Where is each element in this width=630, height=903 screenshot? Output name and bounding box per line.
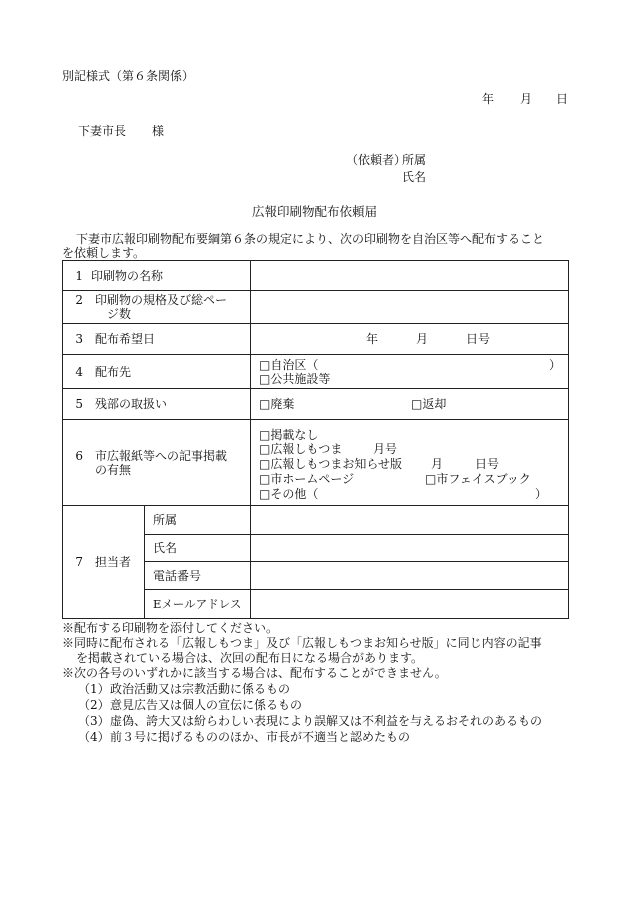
row-number: 3 <box>75 332 83 346</box>
restriction-text: 政治活動又は宗教活動に係るもの <box>110 682 291 696</box>
addressee: 下妻市長 <box>78 124 127 138</box>
checkbox-no-listing[interactable]: □掲載なし <box>259 427 319 442</box>
contact-name-label: 氏名 <box>145 535 251 562</box>
requester-prefix: （依頼者） <box>346 153 407 167</box>
row-label: 配布先 <box>95 364 132 379</box>
restriction-number: （3） <box>78 714 110 728</box>
row-desired-date <box>63 324 569 355</box>
oshirase-month-label: 月 <box>431 456 444 471</box>
row-label: 担当者 <box>95 555 132 569</box>
addressee-honorific: 様 <box>152 124 165 138</box>
note-attach: ※配布する印刷物を添付してください。 <box>62 621 279 635</box>
row-label-line-1: 印刷物の規格及び総ペー <box>95 293 228 307</box>
koho-issue-label: 月号 <box>373 441 398 456</box>
checkbox-other[interactable]: □その他（ <box>259 486 319 501</box>
desired-date-field[interactable] <box>251 324 569 355</box>
remainder-options <box>251 389 569 420</box>
restriction-text: 意見広告又は個人の宣伝に係るもの <box>110 698 303 712</box>
request-form-table <box>62 260 569 619</box>
checkbox-koho-oshirase[interactable]: □広報しもつまお知らせ版 <box>259 456 402 471</box>
note-duplicate-line-2: を掲載されている場合は、次回の配布日になる場合があります。 <box>76 651 424 665</box>
form-reference: 別記様式（第６条関係） <box>62 69 195 83</box>
row-label: 印刷物の名称 <box>91 268 164 283</box>
row-label: 配布希望日 <box>95 332 156 346</box>
checkbox-city-homepage[interactable]: □市ホームページ <box>259 471 355 486</box>
row-destination <box>63 355 569 389</box>
other-close-paren: ） <box>535 486 548 501</box>
checkbox-discard[interactable]: □廃棄 <box>259 397 295 411</box>
row-number: 4 <box>75 364 83 379</box>
restriction-text: 虚偽、誇大又は紛らわしい表現により誤解又は不利益を与えるおそれのあるもの <box>110 714 543 728</box>
row-label-line-2: ジ数 <box>107 307 132 321</box>
contact-email-field[interactable] <box>251 590 569 619</box>
row-label: 残部の取扱い <box>95 397 168 411</box>
row-label-line-2: の有無 <box>95 462 132 477</box>
row-print-name <box>63 261 569 291</box>
contact-name-field[interactable] <box>251 535 569 562</box>
desired-date-month: 月 <box>416 332 429 346</box>
row-number: 7 <box>75 555 83 569</box>
checkbox-city-facebook[interactable]: □市フェイスブック <box>425 471 531 486</box>
restriction-text: 前３号に掲げるもののほか、市長が不適当と認めたもの <box>110 730 411 744</box>
row-number: 5 <box>75 397 83 411</box>
row-print-spec <box>63 291 569 324</box>
date-year-label: 年 <box>482 92 495 106</box>
contact-phone-label: 電話番号 <box>145 562 251 590</box>
row-number: 6 <box>75 448 83 463</box>
print-name-field[interactable] <box>251 261 569 291</box>
contact-phone-field[interactable] <box>251 562 569 590</box>
row-number: 2 <box>75 293 83 307</box>
date-month-label: 月 <box>520 92 533 106</box>
row-label-line-1: 市広報紙等への記事掲載 <box>95 448 228 463</box>
checkbox-return[interactable]: □返却 <box>411 397 447 411</box>
destination-options <box>251 355 569 389</box>
desired-date-issue: 日号 <box>466 332 491 346</box>
note-restrictions: ※次の各号のいずれかに該当する場合は、配布することができません。 <box>62 666 447 680</box>
checkbox-koho-shimotsuma[interactable]: □広報しもつま <box>259 441 343 456</box>
row-number: 1 <box>75 268 83 283</box>
intro-line-1: 下妻市広報印刷物配布要綱第６条の規定により、次の印刷物を自治区等へ配布すること <box>76 232 545 246</box>
note-duplicate-line-1: ※同時に配布される「広報しもつま」及び「広報しもつまお知らせ版」に同じ内容の記事 <box>62 636 542 650</box>
checkbox-public-facility[interactable]: □公共施設等 <box>259 371 331 386</box>
intro-line-2: を依頼します。 <box>62 246 146 260</box>
row-contact-affiliation <box>63 506 569 535</box>
restriction-number: （2） <box>78 698 110 712</box>
desired-date-year: 年 <box>366 332 379 346</box>
contact-header-cell <box>63 506 145 619</box>
contact-affiliation-field[interactable] <box>251 506 569 535</box>
oshirase-day-label: 日号 <box>475 456 500 471</box>
contact-email-label: Eメールアドレス <box>145 590 251 619</box>
article-listing-options <box>251 420 569 506</box>
checkbox-jichiku[interactable]: □自治区（ <box>259 357 319 372</box>
contact-affiliation-label: 所属 <box>145 506 251 535</box>
restriction-number: （4） <box>78 730 110 744</box>
row-article-listing <box>63 420 569 506</box>
jichiku-close-paren: ） <box>549 357 562 372</box>
print-spec-field[interactable] <box>251 291 569 324</box>
document-title: 広報印刷物配布依頼届 <box>252 204 378 219</box>
requester-affiliation-label: 所属 <box>402 153 427 167</box>
requester-name-label: 氏名 <box>402 170 427 184</box>
row-remainder <box>63 389 569 420</box>
restriction-number: （1） <box>78 682 110 696</box>
date-day-label: 日 <box>556 92 569 106</box>
